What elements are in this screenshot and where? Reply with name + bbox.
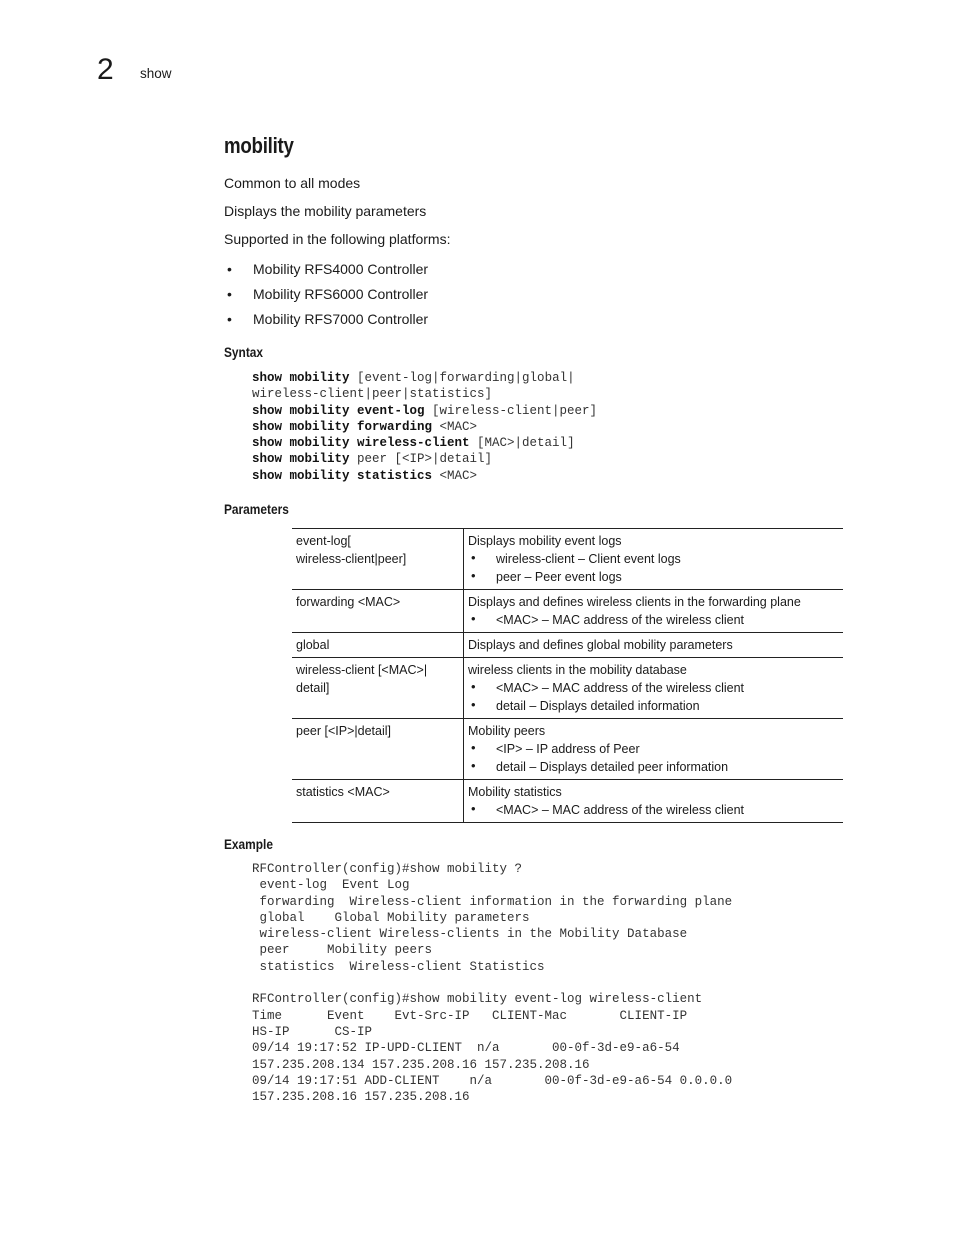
- bullet-icon: •: [227, 311, 232, 327]
- param-description-cell: Mobility peers • <IP> – IP address of Peer • detail – Displays detailed peer information: [464, 719, 844, 780]
- command-description: Displays the mobility parameters: [224, 203, 427, 219]
- param-description-cell: wireless clients in the mobility database • <MAC> – MAC address of the wireless client • detail – Displays detailed information: [464, 658, 844, 719]
- bullet-icon: •: [471, 568, 476, 583]
- example-line: Time Event Evt-Src-IP CLIENT-Mac CLIENT-IP: [252, 1008, 688, 1023]
- syntax-line: show mobility wireless-client [MAC>|detail]: [252, 436, 575, 451]
- list-item: [224, 307, 428, 332]
- example-line: statistics Wireless-client Statistics: [252, 959, 545, 974]
- example-heading: Example: [224, 836, 273, 852]
- example-line: event-log Event Log: [252, 878, 410, 893]
- table-row: [292, 658, 843, 719]
- example-line: wireless-client Wireless-clients in the Mobility Database: [252, 927, 688, 942]
- syntax-line: show mobility [event-log|forwarding|global|: [252, 371, 575, 385]
- syntax-block: [252, 370, 597, 484]
- list-item: [224, 282, 428, 307]
- parameters-table: [292, 528, 843, 823]
- bullet-icon: •: [227, 261, 232, 277]
- table-row: [292, 529, 843, 590]
- example-line: HS-IP CS-IP: [252, 1024, 373, 1039]
- list-item: • <MAC> – MAC address of the wireless client: [471, 679, 745, 695]
- list-item: • <IP> – IP address of Peer: [471, 740, 640, 756]
- bullet-icon: •: [471, 697, 476, 712]
- bullet-icon: •: [471, 758, 476, 773]
- bullet-icon: •: [471, 611, 476, 626]
- bullet-icon: •: [227, 286, 232, 302]
- example-line: 09/14 19:17:51 ADD-CLIENT n/a 00-0f-3d-e9-a6-54 0.0.0.0: [252, 1073, 733, 1088]
- table-row: [292, 780, 843, 823]
- param-description-cell: Displays mobility event logs • wireless-client – Client event logs • peer – Peer event logs: [464, 529, 844, 590]
- list-item: • detail – Displays detailed information: [471, 697, 700, 713]
- syntax-heading: Syntax: [224, 344, 264, 360]
- chapter-number: 2: [97, 53, 114, 86]
- list-item: • peer – Peer event logs: [471, 568, 622, 584]
- bullet-icon: •: [471, 550, 476, 565]
- param-name-cell: global: [292, 633, 464, 658]
- list-item: [224, 257, 428, 282]
- list-item: • <MAC> – MAC address of the wireless client: [471, 611, 745, 627]
- bullet-icon: •: [471, 679, 476, 694]
- syntax-line: show mobility event-log [wireless-client|peer]: [252, 403, 598, 418]
- param-name-cell: forwarding <MAC>: [292, 590, 464, 633]
- param-name-cell: peer [<IP>|detail]: [292, 719, 464, 780]
- example-line: 157.235.208.16 157.235.208.16: [252, 1090, 470, 1105]
- table-row: [292, 590, 843, 633]
- example-line: global Global Mobility parameters: [252, 910, 530, 925]
- list-item: • wireless-client – Client event logs: [471, 550, 681, 566]
- syntax-line: show mobility peer [<IP>|detail]: [252, 452, 493, 467]
- syntax-line: show mobility forwarding <MAC>: [252, 419, 478, 434]
- bullet-icon: •: [471, 740, 476, 755]
- param-name-cell: event-log[ wireless-client|peer]: [292, 529, 464, 590]
- platform-label: Mobility RFS6000 Controller: [253, 286, 429, 302]
- example-line: peer Mobility peers: [252, 943, 433, 958]
- syntax-line: wireless-client|peer|statistics]: [252, 387, 493, 402]
- platform-label: Mobility RFS4000 Controller: [253, 261, 429, 277]
- bullet-icon: •: [471, 801, 476, 816]
- platforms-intro: Supported in the following platforms:: [224, 231, 451, 247]
- param-description-cell: Displays and defines global mobility parameters: [464, 633, 844, 658]
- example-line: RFController(config)#show mobility event-log wireless-client: [252, 992, 703, 1007]
- platform-label: Mobility RFS7000 Controller: [253, 311, 429, 327]
- table-row: [292, 633, 843, 658]
- param-description-cell: Mobility statistics • <MAC> – MAC address of the wireless client: [464, 780, 844, 823]
- list-item: • detail – Displays detailed peer information: [471, 758, 729, 774]
- table-row: [292, 719, 843, 780]
- example-line: 09/14 19:17:52 IP-UPD-CLIENT n/a 00-0f-3d-e9-a6-54: [252, 1041, 680, 1056]
- section-title: mobility: [224, 133, 294, 158]
- example-block: [252, 861, 732, 1105]
- example-line: RFController(config)#show mobility ?: [252, 862, 523, 876]
- command-mode: Common to all modes: [224, 175, 361, 191]
- list-item: • <MAC> – MAC address of the wireless client: [471, 801, 745, 817]
- platform-list: [224, 257, 428, 332]
- param-name-cell: statistics <MAC>: [292, 780, 464, 823]
- example-line: forwarding Wireless-client information in the forwarding plane: [252, 894, 733, 909]
- param-description-cell: Displays and defines wireless clients in the forwarding plane • <MAC> – MAC address of the wireless client: [464, 590, 844, 633]
- syntax-line: show mobility statistics <MAC>: [252, 468, 478, 483]
- example-line: 157.235.208.134 157.235.208.16 157.235.208.16: [252, 1057, 590, 1072]
- parameters-heading: Parameters: [224, 501, 289, 517]
- chapter-name: show: [140, 66, 172, 81]
- param-name-cell: wireless-client [<MAC>| detail]: [292, 658, 464, 719]
